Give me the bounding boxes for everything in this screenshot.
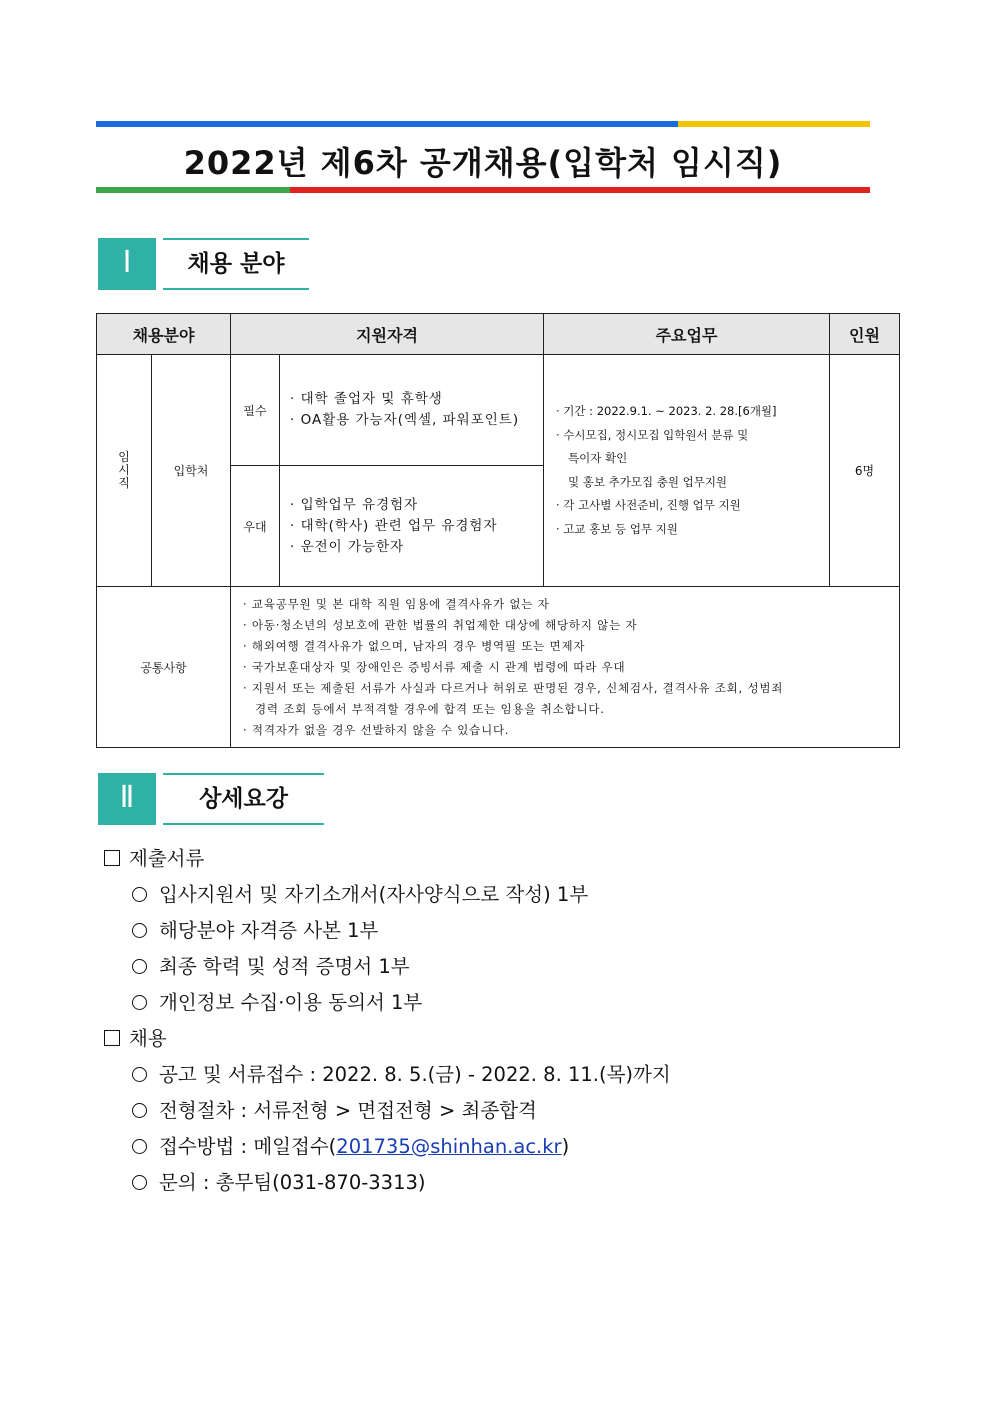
document-item-text: 입사지원서 및 자기소개서(자사양식으로 작성) 1부 [159,883,589,906]
document-item-text: 개인정보 수집·이용 동의서 1부 [159,991,423,1014]
document-item [132,987,422,1015]
document-item-text: 해당분야 자격증 사본 1부 [159,919,379,942]
method-suffix: ) [561,1135,570,1158]
checkbox-square-icon [104,1030,120,1046]
preferred-item: · 대학(학사) 관련 업무 유경험자 [290,517,498,534]
section-1-title: 채용 분야 [163,238,309,290]
header-qualification: 지원자격 [231,314,544,355]
circle-bullet-icon [132,1103,147,1118]
section-1-number: Ⅰ [98,238,156,290]
duties-cell [544,355,830,587]
required-label: 필수 [231,355,280,466]
documents-heading-line [104,843,204,871]
page-title: 2022년 제6차 공개채용(입학처 임시직) [183,144,783,182]
duty-line: · 고교 홍보 등 업무 지원 [556,521,678,536]
title-bottom-bar-red [290,187,870,193]
preferred-item: · 입학업무 유경험자 [290,496,419,513]
field-cell: 입학처 [152,355,231,587]
duty-line: · 수시모집, 정시모집 입학원서 분류 및 [556,427,749,442]
hiring-heading-line [104,1023,167,1051]
hiring-heading: 채용 [129,1027,167,1050]
circle-bullet-icon [132,1067,147,1082]
common-item: · 해외여행 결격사유가 없으며, 남자의 경우 병역필 또는 면제자 [243,638,586,653]
count-cell: 6명 [830,355,900,587]
required-item: · OA활용 가능자(엑셀, 파워포인트) [290,412,520,428]
duty-line: 및 홍보 추가모집 충원 업무지원 [568,474,728,489]
hiring-item-text: 전형절차 : 서류전형 > 면접전형 > 최종합격 [159,1099,537,1122]
common-item: · 교육공무원 및 본 대학 직원 임용에 결격사유가 없는 자 [243,596,550,611]
circle-bullet-icon [132,1139,147,1154]
section-2-number: Ⅱ [98,773,156,825]
document-item [132,951,410,979]
preferred-cell [280,466,544,587]
common-item: · 아동·청소년의 성보호에 관한 법률의 취업제한 대상에 해당하지 않는 자 [243,617,638,632]
circle-bullet-icon [132,923,147,938]
hiring-item-contact [132,1167,426,1195]
documents-heading: 제출서류 [129,847,205,870]
title-top-bar-yellow [678,121,870,127]
document-item [132,879,588,907]
hiring-item [132,1059,671,1087]
document-item [132,915,378,943]
circle-bullet-icon [132,995,147,1010]
hiring-item-text: 공고 및 서류접수 : 2022. 8. 5.(금) - 2022. 8. 11.(목)까지 [159,1063,671,1086]
circle-bullet-icon [132,887,147,902]
email-link[interactable]: 201735@shinhan.ac.kr [336,1135,562,1158]
common-item: · 국가보훈대상자 및 장애인은 증빙서류 제출 시 관계 법령에 따라 우대 [243,659,626,674]
section-2-title: 상세요강 [163,773,324,825]
header-count: 인원 [830,314,900,355]
duty-line: · 기간 : 2022.9.1. ~ 2023. 2. 28.[6개월] [556,404,777,418]
common-label: 공통사항 [97,587,231,748]
common-item: 경력 조회 등에서 부적격할 경우에 합격 또는 임용을 취소합니다. [255,701,605,716]
common-item: · 적격자가 없을 경우 선발하지 않을 수 있습니다. [243,722,510,737]
header-duties: 주요업무 [544,314,830,355]
category-cell: 임 시 직 [97,355,152,587]
header-field: 채용분야 [97,314,231,355]
contact-text: 문의 : 총무팀(031-870-3313) [159,1171,426,1194]
title-bottom-bar-green [96,187,290,193]
checkbox-square-icon [104,850,120,866]
recruitment-table [96,313,900,748]
hiring-item-method [132,1131,569,1159]
common-cell [231,587,900,748]
method-prefix: 접수방법 : 메일접수( [159,1135,337,1158]
required-item: · 대학 졸업자 및 휴학생 [290,391,443,407]
circle-bullet-icon [132,1175,147,1190]
preferred-item: · 운전이 가능한자 [290,538,405,555]
title-top-bar-blue [96,121,678,127]
circle-bullet-icon [132,959,147,974]
common-item: · 지원서 또는 제출된 서류가 사실과 다르거나 허위로 판명된 경우, 신체검사, 결격사유 조회, 성범죄 [243,680,784,695]
hiring-item [132,1095,537,1123]
duty-line: · 각 고사별 사전준비, 진행 업무 지원 [556,498,741,512]
document-item-text: 최종 학력 및 성적 증명서 1부 [159,955,410,978]
duty-line: 특이자 확인 [568,451,628,465]
preferred-label: 우대 [231,466,280,587]
required-cell [280,355,544,466]
